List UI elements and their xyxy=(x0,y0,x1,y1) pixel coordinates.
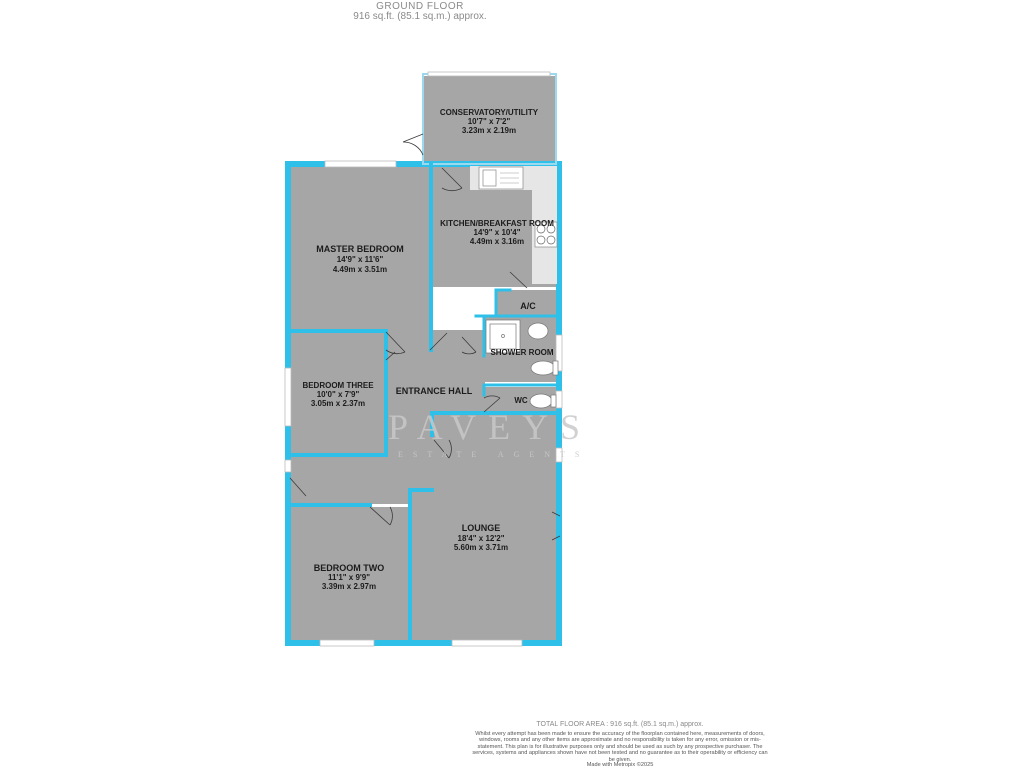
paveys-watermark: PAVEYS xyxy=(388,407,593,447)
lounge-name: LOUNGE xyxy=(461,523,501,533)
shower-room-name: SHOWER ROOM xyxy=(490,348,554,357)
conservatory-name: CONSERVATORY/UTILITY xyxy=(439,108,539,117)
lounge-imperial: 18'4" x 12'2" xyxy=(457,534,505,543)
toilet-cistern xyxy=(553,361,558,375)
bedroom-two-imperial: 11'1" x 9'9" xyxy=(327,573,371,582)
bedroom-two-name: BEDROOM TWO xyxy=(313,563,385,573)
wash-basin-icon xyxy=(528,323,548,339)
conservatory-window-top xyxy=(428,72,550,76)
conservatory-imperial: 10'7" x 7'2" xyxy=(467,117,511,126)
hall-floor xyxy=(388,330,485,412)
lounge-window xyxy=(452,640,522,646)
kitchen-name: KITCHEN/BREAKFAST ROOM xyxy=(440,219,554,228)
bedroom-three-window xyxy=(285,368,291,426)
toilet-icon xyxy=(531,361,555,375)
bedroom-two-metric: 3.39m x 2.97m xyxy=(321,582,377,591)
wc-name: WC xyxy=(514,396,528,405)
master-bedroom-name: MASTER BEDROOM xyxy=(316,244,404,254)
total-floor-area: TOTAL FLOOR AREA : 916 sq.ft. (85.1 sq.m.) approx. xyxy=(536,721,704,728)
ac-name: A/C xyxy=(520,301,536,311)
conservatory-door xyxy=(403,134,423,155)
made-with-credit: Made with Metropix ©2025 xyxy=(586,762,654,768)
kitchen-imperial: 14'9" x 10'4" xyxy=(473,228,521,237)
conservatory-metric: 3.23m x 2.19m xyxy=(461,126,517,135)
bedroom-three-name: BEDROOM THREE xyxy=(302,381,374,390)
disclaimer-text: Whilst every attempt has been made to ensure the accuracy of the floorplan contained here, measurements of doors, windows, rooms and any other items are approximate and no responsibility is taken for any error, omission or mis-statement. This plan is for illustrative purposes only and should be used as such by any prospective purchaser. The services, systems and appliances shown have not been tested and no guarantee as to their operability or efficiency can be given. xyxy=(472,731,768,763)
kitchen-metric: 4.49m x 3.16m xyxy=(469,237,525,246)
entrance-hall-name: ENTRANCE HALL xyxy=(395,386,473,396)
lounge-metric: 5.60m x 3.71m xyxy=(453,543,509,552)
master-bedroom-metric: 4.49m x 3.51m xyxy=(332,265,388,274)
bedroom-two-window xyxy=(320,640,374,646)
master-bedroom-imperial: 14'9" x 11'6" xyxy=(336,255,384,264)
side-window xyxy=(285,460,291,472)
master-bedroom-window xyxy=(325,161,396,167)
floor-area: 916 sq.ft. (85.1 sq.m.) approx. xyxy=(353,11,487,22)
bedroom-three-imperial: 10'0" x 7'9" xyxy=(316,390,360,399)
paveys-watermark-tagline: ESTATE AGENTS xyxy=(398,450,590,459)
floor-title: GROUND FLOOR xyxy=(376,1,464,12)
bedroom-three-metric: 3.05m x 2.37m xyxy=(310,399,366,408)
shower-drain-icon xyxy=(502,335,505,338)
